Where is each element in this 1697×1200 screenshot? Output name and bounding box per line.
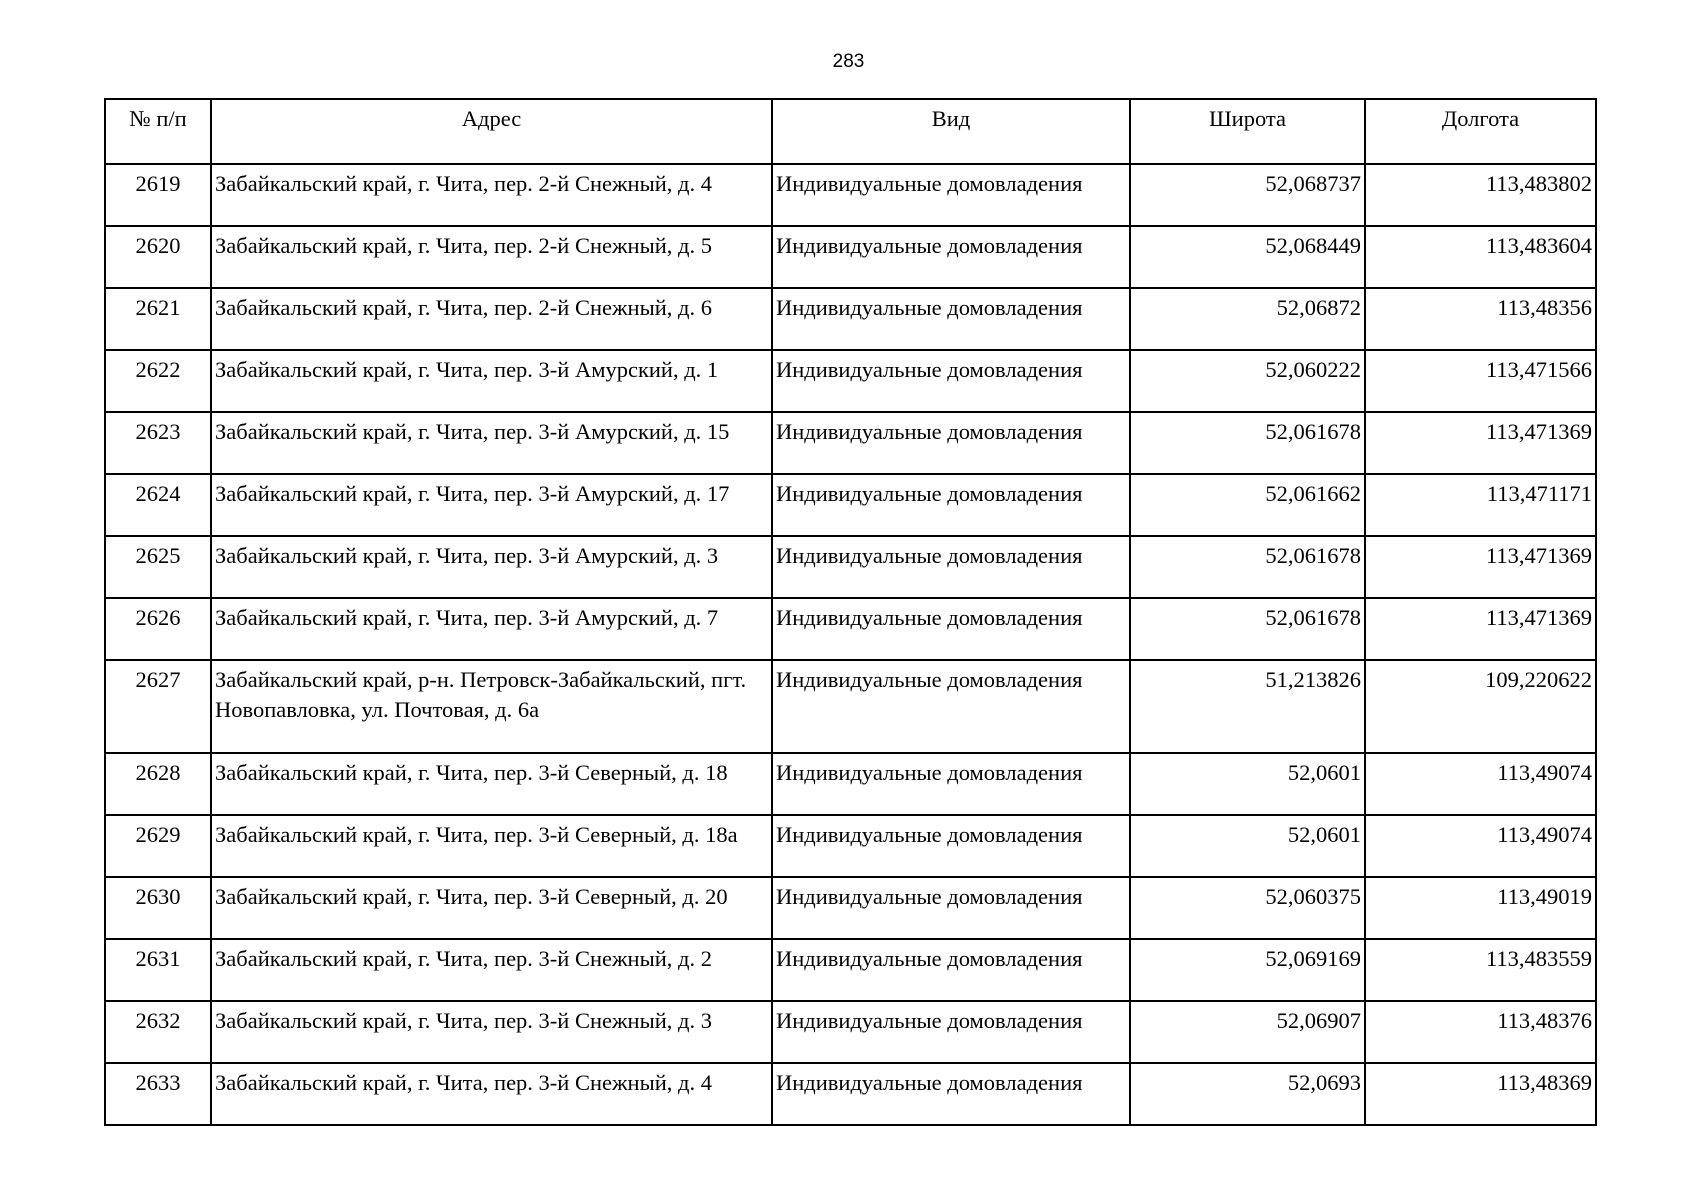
cell-latitude: 52,060375: [1130, 877, 1365, 939]
cell-number: 2621: [105, 288, 211, 350]
cell-kind: Индивидуальные домовладения: [772, 164, 1130, 226]
cell-number: 2624: [105, 474, 211, 536]
cell-kind: Индивидуальные домовладения: [772, 350, 1130, 412]
table-row: [105, 288, 1596, 350]
table-row: [105, 474, 1596, 536]
cell-address: Забайкальский край, г. Чита, пер. 3-й Северный, д. 18: [211, 753, 772, 815]
cell-address: Забайкальский край, г. Чита, пер. 2-й Снежный, д. 5: [211, 226, 772, 288]
table-row: [105, 1063, 1596, 1125]
cell-number: 2626: [105, 598, 211, 660]
cell-kind: Индивидуальные домовладения: [772, 598, 1130, 660]
cell-kind: Индивидуальные домовладения: [772, 1001, 1130, 1063]
cell-address: Забайкальский край, г. Чита, пер. 3-й Северный, д. 18а: [211, 815, 772, 877]
cell-latitude: 52,069169: [1130, 939, 1365, 1001]
header-kind: Вид: [772, 99, 1130, 164]
header-latitude: Широта: [1130, 99, 1365, 164]
header-number: № п/п: [105, 99, 211, 164]
cell-address: Забайкальский край, г. Чита, пер. 3-й Снежный, д. 3: [211, 1001, 772, 1063]
table-row: [105, 226, 1596, 288]
cell-kind: Индивидуальные домовладения: [772, 939, 1130, 1001]
address-registry-table: [104, 98, 1597, 1126]
page-number: 283: [832, 51, 865, 72]
cell-address: Забайкальский край, г. Чита, пер. 3-й Снежный, д. 4: [211, 1063, 772, 1125]
table-row: [105, 164, 1596, 226]
cell-latitude: 52,068737: [1130, 164, 1365, 226]
cell-longitude: 113,48356: [1365, 288, 1596, 350]
table-row: [105, 877, 1596, 939]
cell-longitude: 113,48376: [1365, 1001, 1596, 1063]
cell-latitude: 52,06907: [1130, 1001, 1365, 1063]
cell-address: Забайкальский край, г. Чита, пер. 3-й Амурский, д. 7: [211, 598, 772, 660]
cell-kind: Индивидуальные домовладения: [772, 474, 1130, 536]
cell-address: Забайкальский край, г. Чита, пер. 3-й Амурский, д. 17: [211, 474, 772, 536]
cell-address: Забайкальский край, г. Чита, пер. 3-й Амурский, д. 3: [211, 536, 772, 598]
table-row: [105, 753, 1596, 815]
cell-number: 2632: [105, 1001, 211, 1063]
cell-kind: Индивидуальные домовладения: [772, 753, 1130, 815]
cell-latitude: 52,0601: [1130, 753, 1365, 815]
table-row: [105, 815, 1596, 877]
cell-kind: Индивидуальные домовладения: [772, 877, 1130, 939]
header-longitude: Долгота: [1365, 99, 1596, 164]
cell-longitude: 113,471369: [1365, 412, 1596, 474]
table-row: [105, 412, 1596, 474]
cell-kind: Индивидуальные домовладения: [772, 660, 1130, 753]
cell-number: 2631: [105, 939, 211, 1001]
cell-latitude: 52,061678: [1130, 536, 1365, 598]
cell-longitude: 109,220622: [1365, 660, 1596, 753]
cell-longitude: 113,483802: [1365, 164, 1596, 226]
cell-number: 2620: [105, 226, 211, 288]
header-address: Адрес: [211, 99, 772, 164]
cell-latitude: 52,06872: [1130, 288, 1365, 350]
cell-latitude: 51,213826: [1130, 660, 1365, 753]
cell-longitude: 113,48369: [1365, 1063, 1596, 1125]
cell-number: 2628: [105, 753, 211, 815]
cell-address: Забайкальский край, г. Чита, пер. 3-й Амурский, д. 1: [211, 350, 772, 412]
cell-kind: Индивидуальные домовладения: [772, 288, 1130, 350]
table-row: [105, 660, 1596, 753]
cell-address: Забайкальский край, г. Чита, пер. 3-й Амурский, д. 15: [211, 412, 772, 474]
cell-kind: Индивидуальные домовладения: [772, 536, 1130, 598]
cell-number: 2622: [105, 350, 211, 412]
cell-longitude: 113,471369: [1365, 598, 1596, 660]
table-row: [105, 939, 1596, 1001]
cell-address: Забайкальский край, г. Чита, пер. 3-й Северный, д. 20: [211, 877, 772, 939]
cell-address: Забайкальский край, р-н. Петровск-Забайкальский, пгт. Новопавловка, ул. Почтовая, д. 6а: [211, 660, 772, 753]
table-row: [105, 598, 1596, 660]
cell-latitude: 52,061662: [1130, 474, 1365, 536]
cell-number: 2629: [105, 815, 211, 877]
cell-number: 2619: [105, 164, 211, 226]
cell-longitude: 113,471369: [1365, 536, 1596, 598]
cell-longitude: 113,49074: [1365, 753, 1596, 815]
cell-latitude: 52,068449: [1130, 226, 1365, 288]
cell-latitude: 52,0693: [1130, 1063, 1365, 1125]
cell-latitude: 52,061678: [1130, 412, 1365, 474]
cell-latitude: 52,0601: [1130, 815, 1365, 877]
cell-kind: Индивидуальные домовладения: [772, 412, 1130, 474]
table-row: [105, 1001, 1596, 1063]
cell-number: 2630: [105, 877, 211, 939]
cell-number: 2627: [105, 660, 211, 753]
cell-longitude: 113,483604: [1365, 226, 1596, 288]
cell-number: 2625: [105, 536, 211, 598]
cell-address: Забайкальский край, г. Чита, пер. 2-й Снежный, д. 4: [211, 164, 772, 226]
cell-longitude: 113,471566: [1365, 350, 1596, 412]
table-row: [105, 350, 1596, 412]
cell-longitude: 113,483559: [1365, 939, 1596, 1001]
cell-longitude: 113,49074: [1365, 815, 1596, 877]
cell-latitude: 52,061678: [1130, 598, 1365, 660]
cell-kind: Индивидуальные домовладения: [772, 1063, 1130, 1125]
cell-number: 2623: [105, 412, 211, 474]
table-row: [105, 536, 1596, 598]
table-header-row: [105, 99, 1596, 164]
cell-kind: Индивидуальные домовладения: [772, 226, 1130, 288]
cell-kind: Индивидуальные домовладения: [772, 815, 1130, 877]
cell-address: Забайкальский край, г. Чита, пер. 2-й Снежный, д. 6: [211, 288, 772, 350]
cell-longitude: 113,471171: [1365, 474, 1596, 536]
cell-latitude: 52,060222: [1130, 350, 1365, 412]
cell-address: Забайкальский край, г. Чита, пер. 3-й Снежный, д. 2: [211, 939, 772, 1001]
cell-longitude: 113,49019: [1365, 877, 1596, 939]
cell-number: 2633: [105, 1063, 211, 1125]
